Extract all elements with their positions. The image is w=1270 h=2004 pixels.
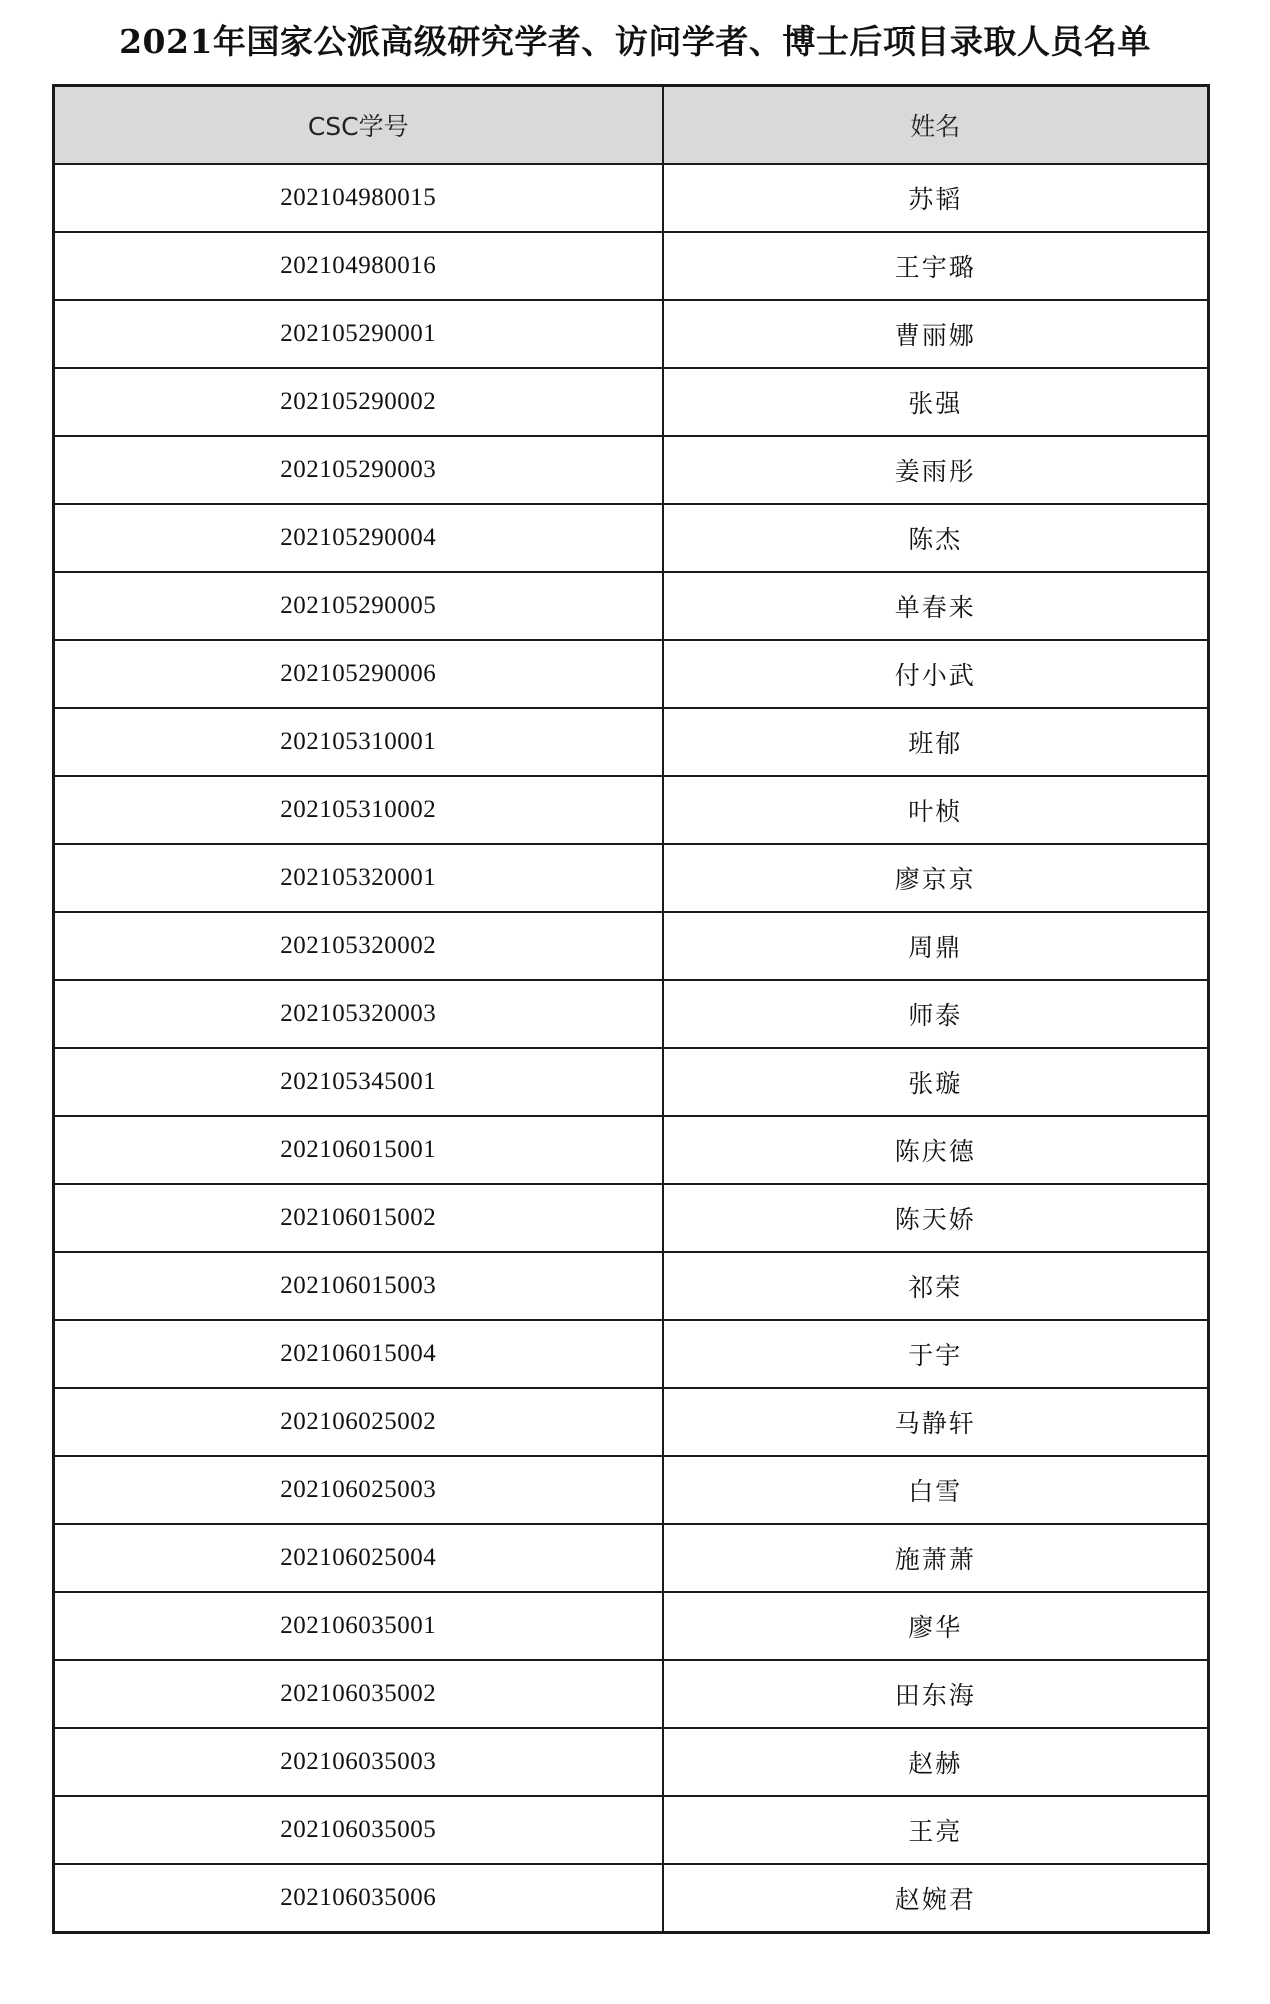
name-cell: 王宇璐 — [663, 232, 1209, 300]
name-cell: 赵婉君 — [663, 1864, 1209, 1933]
csc-id-cell: 202106015004 — [54, 1320, 663, 1388]
name-cell: 班郁 — [663, 708, 1209, 776]
csc-id-cell: 202106035005 — [54, 1796, 663, 1864]
name-cell: 叶桢 — [663, 776, 1209, 844]
name-cell: 陈杰 — [663, 504, 1209, 572]
name-cell: 张强 — [663, 368, 1209, 436]
table-row — [54, 504, 1209, 572]
csc-id-cell: 202106015003 — [54, 1252, 663, 1320]
csc-id-cell: 202106015001 — [54, 1116, 663, 1184]
header-row — [54, 86, 1209, 165]
table-row — [54, 1116, 1209, 1184]
name-cell: 姜雨彤 — [663, 436, 1209, 504]
table-row — [54, 436, 1209, 504]
csc-id-cell: 202106025004 — [54, 1524, 663, 1592]
name-cell: 周鼎 — [663, 912, 1209, 980]
table-row — [54, 708, 1209, 776]
name-cell: 陈庆德 — [663, 1116, 1209, 1184]
name-cell: 施萧萧 — [663, 1524, 1209, 1592]
table-row — [54, 1524, 1209, 1592]
csc-id-cell: 202105310001 — [54, 708, 663, 776]
name-cell: 苏韬 — [663, 164, 1209, 232]
table-row — [54, 1864, 1209, 1933]
csc-id-cell: 202106035002 — [54, 1660, 663, 1728]
table-body — [54, 164, 1209, 1933]
table-row — [54, 232, 1209, 300]
table-row — [54, 640, 1209, 708]
name-cell: 曹丽娜 — [663, 300, 1209, 368]
csc-id-cell: 202105290001 — [54, 300, 663, 368]
name-cell: 陈天娇 — [663, 1184, 1209, 1252]
name-cell: 白雪 — [663, 1456, 1209, 1524]
name-cell: 田东海 — [663, 1660, 1209, 1728]
table-row — [54, 1184, 1209, 1252]
table-row — [54, 1728, 1209, 1796]
table-row — [54, 912, 1209, 980]
name-cell: 付小武 — [663, 640, 1209, 708]
name-cell: 王亮 — [663, 1796, 1209, 1864]
table-row — [54, 1252, 1209, 1320]
column-header-csc-id: CSC学号 — [54, 86, 663, 165]
table-row — [54, 1320, 1209, 1388]
table-row — [54, 1660, 1209, 1728]
table-header — [54, 86, 1209, 165]
name-cell: 师泰 — [663, 980, 1209, 1048]
table-row — [54, 300, 1209, 368]
csc-id-cell: 202105290005 — [54, 572, 663, 640]
column-header-name: 姓名 — [663, 86, 1209, 165]
table-row — [54, 368, 1209, 436]
page-title: 2021年国家公派高级研究学者、访问学者、博士后项目录取人员名单 — [119, 22, 1151, 61]
table-row — [54, 164, 1209, 232]
table-row — [54, 980, 1209, 1048]
csc-id-cell: 202105290002 — [54, 368, 663, 436]
name-cell: 于宇 — [663, 1320, 1209, 1388]
name-cell: 廖华 — [663, 1592, 1209, 1660]
name-cell: 赵赫 — [663, 1728, 1209, 1796]
name-cell: 张璇 — [663, 1048, 1209, 1116]
csc-id-cell: 202105290004 — [54, 504, 663, 572]
csc-id-cell: 202105320002 — [54, 912, 663, 980]
csc-id-cell: 202105345001 — [54, 1048, 663, 1116]
table-row — [54, 1592, 1209, 1660]
admission-list-table — [52, 84, 1210, 1934]
csc-id-cell: 202106025003 — [54, 1456, 663, 1524]
table-row — [54, 1796, 1209, 1864]
csc-id-cell: 202104980015 — [54, 164, 663, 232]
table-row — [54, 776, 1209, 844]
csc-id-cell: 202106035001 — [54, 1592, 663, 1660]
csc-id-cell: 202105290003 — [54, 436, 663, 504]
csc-id-cell: 202106035006 — [54, 1864, 663, 1933]
table-row — [54, 844, 1209, 912]
csc-id-cell: 202106025002 — [54, 1388, 663, 1456]
name-cell: 单春来 — [663, 572, 1209, 640]
csc-id-cell: 202106035003 — [54, 1728, 663, 1796]
csc-id-cell: 202105290006 — [54, 640, 663, 708]
name-cell: 祁荣 — [663, 1252, 1209, 1320]
table-row — [54, 1048, 1209, 1116]
name-cell: 廖京京 — [663, 844, 1209, 912]
csc-id-cell: 202106015002 — [54, 1184, 663, 1252]
table-row — [54, 572, 1209, 640]
csc-id-cell: 202105320001 — [54, 844, 663, 912]
table-row — [54, 1456, 1209, 1524]
table-row — [54, 1388, 1209, 1456]
name-cell: 马静轩 — [663, 1388, 1209, 1456]
csc-id-cell: 202105320003 — [54, 980, 663, 1048]
csc-id-cell: 202104980016 — [54, 232, 663, 300]
csc-id-cell: 202105310002 — [54, 776, 663, 844]
